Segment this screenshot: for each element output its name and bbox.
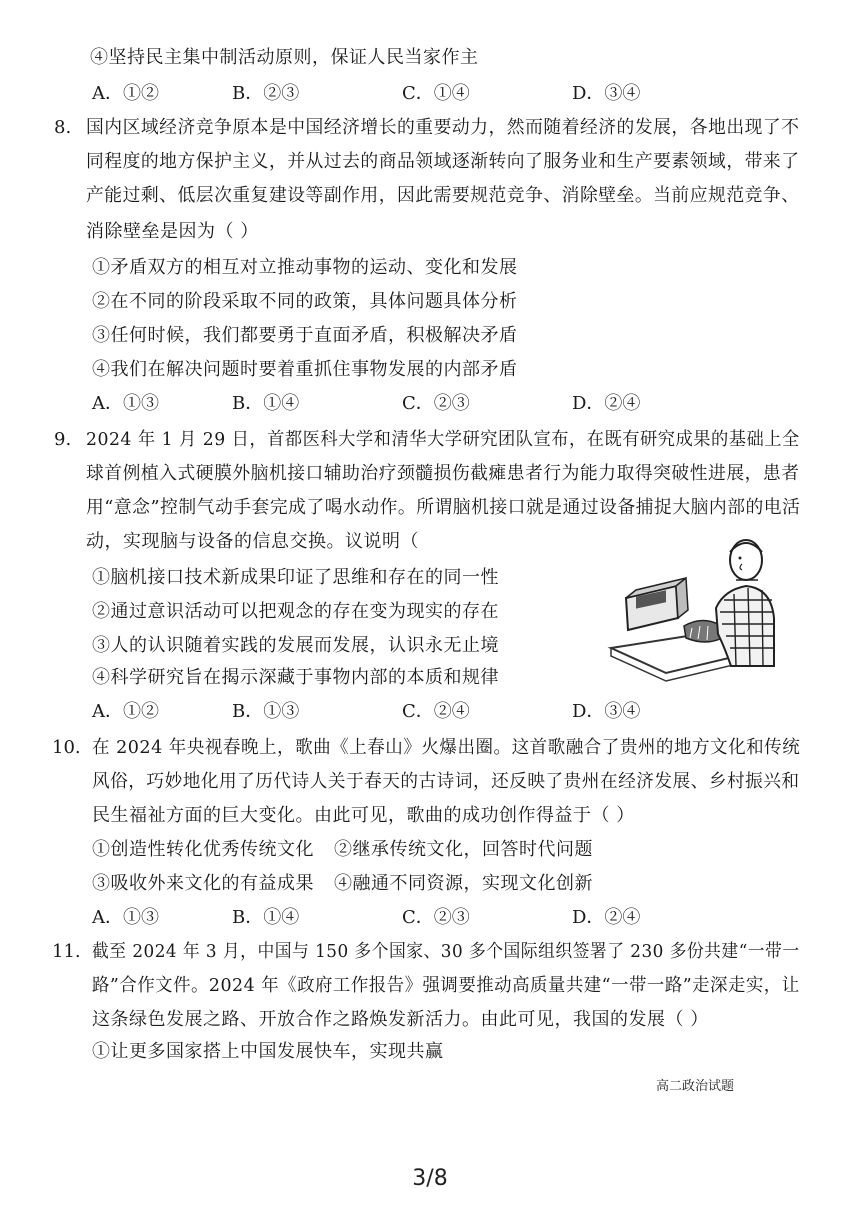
q10-option: ④融通不同资源，实现文化创新 xyxy=(334,873,593,894)
q9-stem-line: 球首例植入式硬膜外脑机接口辅助治疗颈髓损伤截瘫患者行为能力取得突破性进展，患者 xyxy=(86,463,800,484)
q10-stem-line: 民生福祉方面的巨大变化。由此可见，歌曲的成功创作得益于（ ） xyxy=(92,805,635,826)
q8-stem-line: 国内区域经济竞争原本是中国经济增长的重要动力，然而随着经济的发展，各地出现了不 xyxy=(86,117,800,138)
q8-option: ④我们在解决问题时要着重抓住事物发展的内部矛盾 xyxy=(92,359,518,380)
q8-stem-line: 产能过剩、低层次重复建设等副作用，因此需要规范竞争、消除壁垒。当前应规范竞争、 xyxy=(86,185,800,206)
q9-choice-a: A．①② xyxy=(92,701,159,722)
q9-number: 9. xyxy=(54,429,72,450)
q9-option: ③人的认识随着实践的发展而发展，认识永无止境 xyxy=(92,635,499,656)
q10-stem-line: 风俗，巧妙地化用了历代诗人关于春天的古诗词，还反映了贵州在经济发展、乡村振兴和 xyxy=(92,771,800,792)
q10-choice-c: C．②③ xyxy=(402,907,470,928)
q10-option: ③吸收外来文化的有益成果 xyxy=(92,873,314,894)
q10-choice-a: A．①③ xyxy=(92,907,159,928)
q11-number: 11. xyxy=(52,941,81,962)
q7-choice-b: B．②③ xyxy=(232,83,300,104)
q8-option: ①矛盾双方的相互对立推动事物的运动、变化和发展 xyxy=(92,257,518,278)
q9-stem-line: 动，实现脑与设备的信息交换。议说明（ xyxy=(86,531,419,552)
q9-choice-d: D．③④ xyxy=(572,701,641,722)
q7-option-4: ④坚持民主集中制活动原则，保证人民当家作主 xyxy=(90,47,479,68)
q7-choice-a: A．①② xyxy=(92,83,159,104)
q8-number: 8. xyxy=(54,117,72,138)
brain-computer-interface-illustration xyxy=(606,538,776,688)
exam-footer-title: 高二政治试题 xyxy=(655,1079,734,1094)
q9-option: ②通过意识活动可以把观念的存在变为现实的存在 xyxy=(92,601,499,622)
q8-choice-c: C．②③ xyxy=(402,393,470,414)
page-number: 3/8 xyxy=(412,1166,448,1191)
q8-choice-d: D．②④ xyxy=(572,393,641,414)
q10-option: ②继承传统文化，回答时代问题 xyxy=(334,839,593,860)
q10-choice-b: B．①④ xyxy=(232,907,300,928)
q8-choice-b: B．①④ xyxy=(232,393,300,414)
q11-stem-line: 路”合作文件。2024 年《政府工作报告》强调要推动高质量共建“一带一路”走深走实，让 xyxy=(92,975,800,996)
q8-choice-a: A．①③ xyxy=(92,393,159,414)
q8-option: ②在不同的阶段采取不同的政策，具体问题具体分析 xyxy=(92,291,518,312)
q9-choice-c: C．②④ xyxy=(402,701,470,722)
q10-option: ①创造性转化优秀传统文化 xyxy=(92,839,314,860)
q10-stem-line: 在 2024 年央视春晚上，歌曲《上春山》火爆出圈。这首歌融合了贵州的地方文化和传统 xyxy=(92,737,801,758)
q10-number: 10. xyxy=(52,737,81,758)
q7-choice-c: C．①④ xyxy=(402,83,470,104)
q7-choice-d: D．③④ xyxy=(572,83,641,104)
q11-stem-line: 这条绿色发展之路、开放合作之路焕发新活力。由此可见，我国的发展（ ） xyxy=(92,1009,709,1030)
q8-stem-line: 消除壁垒是因为（ ） xyxy=(86,221,259,242)
q9-stem-line: 用“意念”控制气动手套完成了喝水动作。所谓脑机接口就是通过设备捕捉大脑内部的电活 xyxy=(86,497,801,518)
q9-option: ④科学研究旨在揭示深藏于事物内部的本质和规律 xyxy=(92,667,499,688)
q10-choice-d: D．②④ xyxy=(572,907,641,928)
q11-stem-line: 截至 2024 年 3 月，中国与 150 多个国家、30 多个国际组织签署了 230 多份共建“一带一 xyxy=(92,941,800,962)
q9-option: ①脑机接口技术新成果印证了思维和存在的同一性 xyxy=(92,567,499,588)
q8-option: ③任何时候，我们都要勇于直面矛盾，积极解决矛盾 xyxy=(92,325,518,346)
q8-stem-line: 同程度的地方保护主义，并从过去的商品领域逐渐转向了服务业和生产要素领域，带来了 xyxy=(86,151,800,172)
q11-option: ①让更多国家搭上中国发展快车，实现共赢 xyxy=(92,1041,444,1062)
q9-choice-b: B．①③ xyxy=(232,701,300,722)
q9-stem-line: 2024 年 1 月 29 日，首都医科大学和清华大学研究团队宣布，在既有研究成果的基础上全 xyxy=(86,429,800,450)
